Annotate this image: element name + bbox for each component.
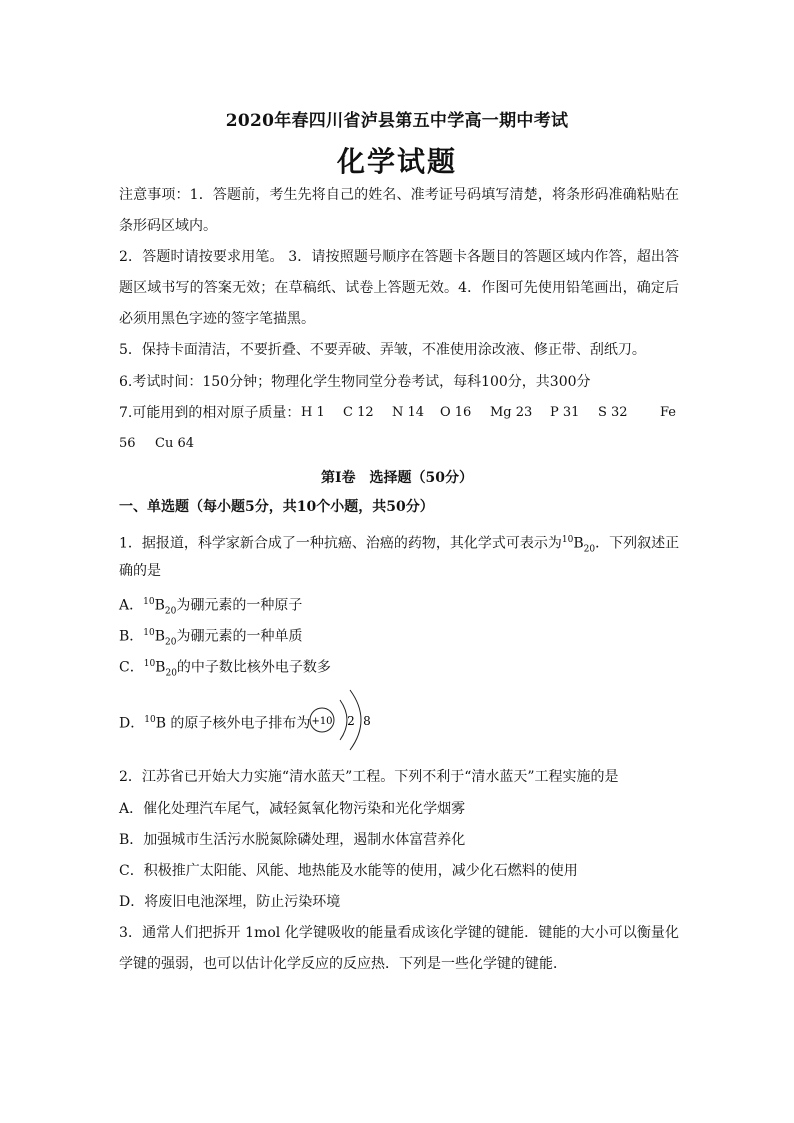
notice-item-3: 5．保持卡面清洁，不要折叠、不要弄破、弄皱，不准使用涂改液、修正带、刮纸刀。: [119, 342, 646, 358]
q1-element: B: [573, 535, 584, 552]
q2-option-d[interactable]: D．将废旧电池深埋，防止污染环境: [119, 894, 341, 910]
option-letter: A．: [119, 597, 144, 614]
q1-stem: [119, 530, 679, 559]
shell-electrons-2: 8: [363, 714, 371, 728]
mass-s: S 32: [598, 405, 628, 420]
shell-electrons-1: 2: [347, 714, 355, 728]
q3-stem: 3．通常人们把拆开 1mol 化学键吸收的能量看成该化学键的键能．键能的大小可以衡量化学键的强弱，也可以估计化学反应的反应热．下列是一些化学键的键能．: [119, 925, 679, 972]
notice-item-1: 注意事项：1．答题前，考生先将自己的姓名、准考证号码填写清楚，将条形码准确粘贴在条形码区域内。: [119, 187, 679, 234]
mass-fe-value: 56: [119, 436, 136, 451]
mass-number: 10: [143, 597, 155, 607]
mass-h: H 1: [301, 405, 325, 420]
option-text: 的中子数比核外电子数多: [176, 659, 331, 676]
mass-fe: Fe: [660, 405, 677, 420]
q1-stem-text: 1．据报道，科学家新合成了一种抗癌、治癌的药物，其化学式可表示为: [119, 535, 562, 552]
option-letter: D．: [119, 715, 145, 732]
subscript: 20: [164, 606, 177, 617]
section-subtitle: 一、单选题（每小题5分，共10个小题，共50分）: [119, 499, 434, 515]
option-text: 为硼元素的一种单质: [176, 628, 303, 645]
option-letter: B．: [119, 628, 144, 645]
shell-arc-1: [340, 700, 347, 740]
q1-stem-text-2: ．下列叙述正: [595, 535, 680, 552]
q1-option-b[interactable]: [119, 623, 303, 652]
element: B: [154, 628, 166, 645]
mass-cu: Cu 64: [155, 436, 194, 451]
mass-mg: Mg 23: [490, 405, 533, 420]
subject-title: 化学试题: [336, 145, 457, 178]
option-letter: C．: [119, 659, 144, 676]
q1-subscript: 20: [583, 544, 596, 555]
element: B: [154, 597, 165, 614]
section-title: 第I卷 选择题（50分）: [320, 470, 474, 486]
q1-option-d[interactable]: [119, 710, 310, 734]
mass-c: C 12: [343, 405, 374, 420]
option-text: 为硼元素的一种原子: [176, 597, 303, 614]
q1-option-c[interactable]: [119, 654, 331, 683]
mass-label: 7.可能用到的相对原子质量：: [119, 405, 301, 421]
q2-option-a[interactable]: A．催化处理汽车尾气，减轻氮氧化物污染和光化学烟雾: [119, 801, 466, 817]
notice-item-2: 2．答题时请按要求用笔。 3．请按照题号顺序在答题卡各题目的答题区域内作答，超出答题区域书写的答案无效；在草稿纸、试卷上答题无效。4．作图可先使用铅笔画出，确定后必须用黑色字迹的签字笔描黑。: [119, 249, 679, 327]
subscript: 20: [165, 637, 177, 648]
mass-p: P 31: [550, 405, 580, 420]
mass-n: N 14: [392, 405, 425, 420]
mass-number: 10: [144, 715, 156, 725]
subscript: 20: [165, 668, 177, 679]
option-text: 的原子核外电子排布为: [165, 715, 311, 732]
mass-number: 10: [143, 628, 155, 638]
q1-stem-continued: 确的是: [119, 563, 161, 579]
q1-mass-number: 10: [561, 535, 574, 545]
exam-title: 2020年春四川省泸县第五中学高一期中考试: [225, 111, 569, 131]
element: B: [155, 659, 166, 676]
q2-stem: 2．江苏省已开始大力实施“清水蓝天”工程。下列不利于“清水蓝天”工程实施的是: [119, 769, 619, 785]
mass-o: O 16: [440, 405, 472, 420]
nucleus-charge: +10: [311, 716, 333, 727]
element: B: [155, 715, 166, 732]
q2-option-b[interactable]: B．加强城市生活污水脱氮除磷处理，遏制水体富营养化: [119, 832, 466, 848]
notice-item-4: 6.考试时间：150分钟；物理化学生物同堂分卷考试，每科100分，共300分: [119, 374, 591, 390]
q1-option-a[interactable]: [119, 592, 302, 621]
mass-number: 10: [143, 659, 156, 669]
q2-option-c[interactable]: C．积极推广太阳能、风能、地热能及水能等的使用，减少化石燃料的使用: [119, 863, 578, 879]
atom-structure-diagram: [300, 686, 380, 754]
